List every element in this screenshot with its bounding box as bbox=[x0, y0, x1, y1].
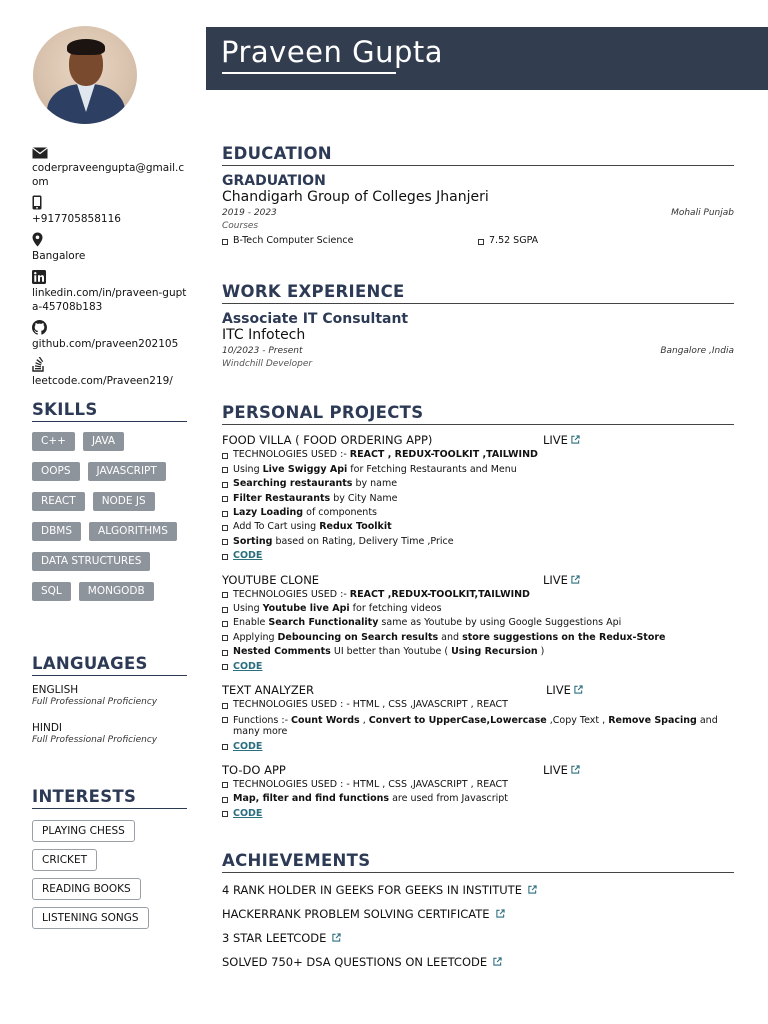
project-bullet: Lazy Loading of components bbox=[222, 506, 734, 520]
code-link[interactable]: CODE bbox=[233, 660, 263, 672]
project-item bbox=[222, 573, 734, 674]
project-title: TEXT ANALYZER bbox=[222, 683, 315, 698]
email-text: coderpraveengupta@gmail.com bbox=[32, 162, 185, 188]
sidebar bbox=[32, 26, 187, 935]
skill-tag: DBMS bbox=[32, 522, 81, 541]
language-item bbox=[32, 722, 187, 745]
school-name: Chandigarh Group of Colleges Jhanjeri bbox=[222, 189, 489, 205]
job-location: Bangalore ,India bbox=[660, 346, 734, 357]
project-item bbox=[222, 683, 734, 754]
project-bullet: Functions :- Count Words , Convert to UpperCase,Lowercase ,Copy Text , Remove Spacing and many more bbox=[222, 713, 734, 740]
achievement-item[interactable]: 3 STAR LEETCODE bbox=[222, 931, 734, 945]
job-company: ITC Infotech bbox=[222, 327, 306, 344]
linkedin-icon bbox=[32, 269, 187, 284]
live-link[interactable]: LIVE bbox=[543, 433, 580, 447]
live-link[interactable]: LIVE bbox=[546, 683, 583, 697]
external-link-icon bbox=[571, 573, 580, 587]
interest-tag: PLAYING CHESS bbox=[32, 820, 135, 842]
phone-icon bbox=[32, 195, 187, 210]
name-underline bbox=[222, 72, 396, 74]
external-link-icon bbox=[571, 763, 580, 777]
project-bullet: Applying Debouncing on Search results and store suggestions on the Redux-Store bbox=[222, 631, 734, 645]
code-link-item bbox=[222, 660, 734, 674]
live-link[interactable]: LIVE bbox=[543, 763, 580, 777]
course-item: B-Tech Computer Science bbox=[222, 234, 478, 248]
location-text: Bangalore bbox=[32, 250, 86, 262]
interest-list bbox=[32, 819, 187, 935]
stackoverflow-icon bbox=[32, 357, 187, 372]
leetcode-text: leetcode.com/Praveen219/ bbox=[32, 375, 173, 387]
external-link-icon bbox=[571, 433, 580, 447]
contact-linkedin[interactable] bbox=[32, 269, 187, 314]
project-title: TO-DO APP bbox=[222, 762, 286, 777]
contact-location bbox=[32, 232, 187, 263]
project-bullet: Map, filter and find functions are used from Javascript bbox=[222, 792, 734, 806]
courses-label: Courses bbox=[222, 221, 259, 231]
achievement-item[interactable]: 4 RANK HOLDER IN GEEKS FOR GEEKS IN INSTITUTE bbox=[222, 883, 734, 897]
projects-heading: PERSONAL PROJECTS bbox=[222, 403, 734, 425]
skill-list bbox=[32, 432, 187, 612]
code-link-item bbox=[222, 549, 734, 563]
skill-tag: REACT bbox=[32, 492, 85, 511]
skill-tag: OOPS bbox=[32, 462, 80, 481]
contact-leetcode[interactable] bbox=[32, 357, 187, 388]
code-link-item bbox=[222, 740, 734, 754]
projects-section bbox=[222, 403, 734, 821]
phone-text: +917705858116 bbox=[32, 213, 121, 225]
project-bullet: Add To Cart using Redux Toolkit bbox=[222, 520, 734, 534]
achievements-section bbox=[222, 851, 734, 969]
location-icon bbox=[32, 232, 187, 247]
language-item bbox=[32, 684, 187, 707]
project-item bbox=[222, 763, 734, 821]
project-bullet: TECHNOLOGIES USED : - HTML , CSS ,JAVASCRIPT , REACT bbox=[222, 778, 734, 792]
contact-github[interactable] bbox=[32, 320, 187, 351]
skill-tag: SQL bbox=[32, 582, 71, 601]
interest-tag: CRICKET bbox=[32, 849, 97, 871]
language-name: ENGLISH bbox=[32, 684, 79, 696]
degree-title: GRADUATION bbox=[222, 173, 326, 189]
project-bullet: Enable Search Functionality same as Youtube by using Google Suggestions Api bbox=[222, 616, 734, 630]
interests-heading: INTERESTS bbox=[32, 787, 187, 809]
grade-item: 7.52 SGPA bbox=[478, 234, 734, 248]
project-bullet: Using Youtube live Api for fetching videos bbox=[222, 602, 734, 616]
project-bullet: Searching restaurants by name bbox=[222, 477, 734, 491]
skills-heading: SKILLS bbox=[32, 400, 187, 422]
external-link-icon bbox=[574, 683, 583, 697]
github-text: github.com/praveen202105 bbox=[32, 338, 179, 350]
achievement-item[interactable]: SOLVED 750+ DSA QUESTIONS ON LEETCODE bbox=[222, 955, 734, 969]
name-banner bbox=[206, 27, 768, 90]
skills-section bbox=[32, 400, 187, 612]
skill-tag: MONGODB bbox=[79, 582, 154, 601]
external-link-icon bbox=[496, 907, 505, 921]
project-bullet: TECHNOLOGIES USED :- REACT ,REDUX-TOOLKIT,TAILWIND bbox=[222, 588, 734, 602]
contact-phone[interactable] bbox=[32, 195, 187, 226]
contact-list bbox=[32, 144, 187, 388]
education-dates: 2019 - 2023 bbox=[222, 208, 277, 218]
code-link[interactable]: CODE bbox=[233, 740, 263, 752]
interest-tag: LISTENING SONGS bbox=[32, 907, 149, 929]
job-subtitle: Windchill Developer bbox=[222, 359, 313, 370]
avatar bbox=[33, 26, 137, 124]
job-role: Associate IT Consultant bbox=[222, 311, 409, 328]
education-location: Mohali Punjab bbox=[671, 208, 734, 218]
language-name: HINDI bbox=[32, 722, 63, 734]
skill-tag: ALGORITHMS bbox=[89, 522, 177, 541]
skill-tag: C++ bbox=[32, 432, 75, 451]
language-level: Full Professional Proficiency bbox=[32, 697, 158, 707]
person-name: Praveen Gupta bbox=[221, 35, 444, 69]
main-content bbox=[222, 144, 734, 969]
project-bullet: TECHNOLOGIES USED :- REACT , REDUX-TOOLKIT ,TAILWIND bbox=[222, 448, 734, 462]
skill-tag: JAVASCRIPT bbox=[88, 462, 166, 481]
work-heading: WORK EXPERIENCE bbox=[222, 282, 734, 304]
education-section bbox=[222, 144, 734, 248]
code-link[interactable]: CODE bbox=[233, 550, 263, 562]
languages-section bbox=[32, 654, 187, 745]
project-title: FOOD VILLA ( FOOD ORDERING APP) bbox=[222, 433, 433, 448]
project-bullet: Sorting based on Rating, Delivery Time ,Price bbox=[222, 535, 734, 549]
project-bullet: Filter Restaurants by City Name bbox=[222, 492, 734, 506]
interest-tag: READING BOOKS bbox=[32, 878, 141, 900]
achievements-heading: ACHIEVEMENTS bbox=[222, 851, 734, 873]
interests-section bbox=[32, 787, 187, 935]
project-title: YOUTUBE CLONE bbox=[222, 572, 320, 587]
live-link[interactable]: LIVE bbox=[543, 573, 580, 587]
work-section bbox=[222, 282, 734, 369]
education-heading: EDUCATION bbox=[222, 144, 734, 166]
languages-heading: LANGUAGES bbox=[32, 654, 187, 676]
language-level: Full Professional Proficiency bbox=[32, 735, 158, 745]
linkedin-text: linkedin.com/in/praveen-gupta-45708b183 bbox=[32, 287, 187, 313]
skill-tag: DATA STRUCTURES bbox=[32, 552, 150, 571]
code-link-item bbox=[222, 807, 734, 821]
project-item bbox=[222, 433, 734, 563]
contact-email[interactable] bbox=[32, 144, 187, 189]
external-link-icon bbox=[332, 931, 341, 945]
external-link-icon bbox=[493, 955, 502, 969]
project-bullet: Using Live Swiggy Api for Fetching Restaurants and Menu bbox=[222, 463, 734, 477]
achievement-item[interactable]: HACKERRANK PROBLEM SOLVING CERTIFICATE bbox=[222, 907, 734, 921]
project-bullet: Nested Comments UI better than Youtube ( Using Recursion ) bbox=[222, 645, 734, 659]
email-icon bbox=[32, 144, 187, 159]
skill-tag: NODE JS bbox=[93, 492, 155, 511]
job-dates: 10/2023 - Present bbox=[222, 346, 303, 357]
project-bullet: TECHNOLOGIES USED : - HTML , CSS ,JAVASCRIPT , REACT bbox=[222, 698, 734, 712]
github-icon bbox=[32, 320, 187, 335]
external-link-icon bbox=[528, 883, 537, 897]
code-link[interactable]: CODE bbox=[233, 807, 263, 819]
skill-tag: JAVA bbox=[83, 432, 124, 451]
